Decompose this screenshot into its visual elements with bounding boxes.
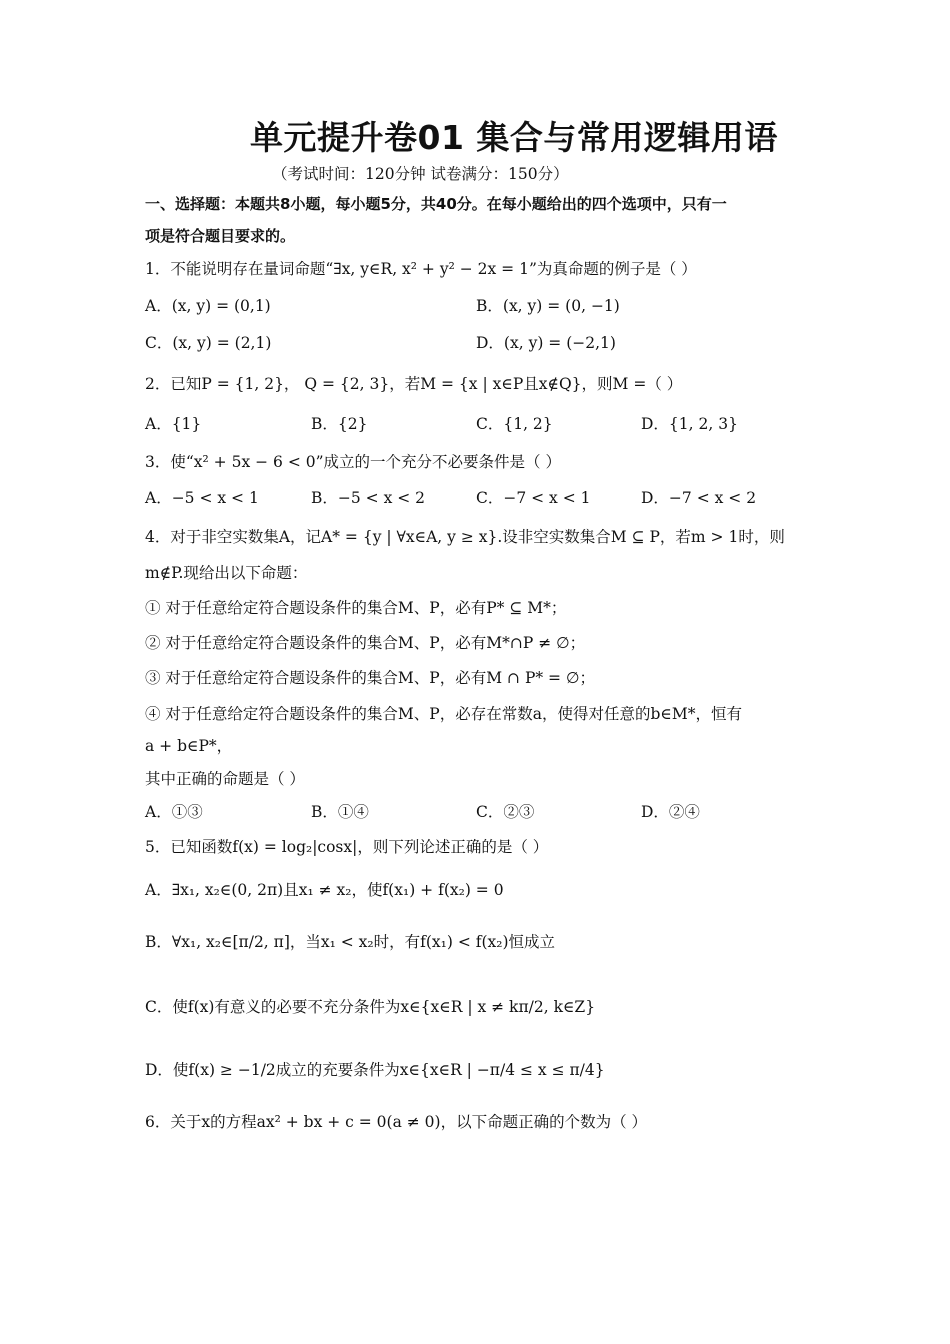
question-3-option-b: B．−5 < x < 2 (311, 489, 426, 507)
question-4-option-a: A．①③ (145, 803, 203, 821)
question-4-option-b: B．①④ (311, 803, 369, 821)
question-2-stem: 2．已知P = {1, 2}， Q = {2, 3}，若M = {x | x∈P且x∉Q}，则M =（ ） (145, 375, 683, 393)
question-2-option-c: C．{1, 2} (476, 415, 553, 433)
question-5-option-a: A．∃x₁, x₂∈(0, 2π)且x₁ ≠ x₂，使f(x₁) + f(x₂) = 0 (145, 881, 504, 899)
section-heading-line2: 项是符合题目要求的。 (145, 227, 296, 245)
question-5-option-c: C．使f(x)有意义的必要不充分条件为x∈{x∈R | x ≠ kπ/2, k∈Z} (145, 998, 596, 1016)
question-3-option-d: D．−7 < x < 2 (641, 489, 757, 507)
question-4-statement-4a: ④ 对于任意给定符合题设条件的集合M、P，必存在常数a，使得对任意的b∈M*，恒有 (145, 705, 742, 723)
question-3-option-c: C．−7 < x < 1 (476, 489, 591, 507)
question-2-option-b: B．{2} (311, 415, 368, 433)
question-6-stem: 6．关于x的方程ax² + bx + c = 0(a ≠ 0)，以下命题正确的个数为（ ） (145, 1113, 647, 1131)
question-1-option-b: B．(x, y) = (0, −1) (476, 297, 620, 315)
question-4-statement-3: ③ 对于任意给定符合题设条件的集合M、P，必有M ∩ P* = ∅； (145, 669, 595, 687)
question-1-option-d: D．(x, y) = (−2,1) (476, 334, 616, 352)
question-2-option-a: A．{1} (145, 415, 202, 433)
question-4-stem-line2: m∉P.现给出以下命题： (145, 564, 308, 582)
question-5-stem: 5．已知函数f(x) = log₂|cosx|，则下列论述正确的是（ ） (145, 838, 549, 856)
question-1-option-a: A．(x, y) = (0,1) (145, 297, 271, 315)
question-4-stem-line1: 4．对于非空实数集A，记A* = {y | ∀x∈A, y ≥ x}.设非空实数集合M ⊆ P，若m > 1时，则 (145, 528, 785, 546)
question-4-option-d: D．②④ (641, 803, 700, 821)
exam-info: （考试时间：120分钟 试卷满分：150分） (272, 165, 569, 183)
question-2-option-d: D．{1, 2, 3} (641, 415, 738, 433)
question-3-option-a: A．−5 < x < 1 (145, 489, 259, 507)
question-5-option-d: D．使f(x) ≥ −1/2成立的充要条件为x∈{x∈R | −π/4 ≤ x ≤ π/4} (145, 1061, 605, 1079)
question-4-statement-1: ① 对于任意给定符合题设条件的集合M、P，必有P* ⊆ M*； (145, 599, 567, 617)
question-4-option-c: C．②③ (476, 803, 535, 821)
question-4-statement-2: ② 对于任意给定符合题设条件的集合M、P，必有M*∩P ≠ ∅； (145, 634, 586, 652)
question-1-stem: 1．不能说明存在量词命题“∃x, y∈R, x² + y² − 2x = 1”为真命题的例子是（ ） (145, 260, 697, 278)
question-4-prompt: 其中正确的命题是（ ） (145, 770, 305, 788)
question-5-option-b: B．∀x₁, x₂∈[π/2, π]，当x₁ < x₂时，有f(x₁) < f(x₂)恒成立 (145, 933, 556, 951)
question-1-option-c: C．(x, y) = (2,1) (145, 334, 272, 352)
question-4-statement-4b: a + b∈P*， (145, 737, 233, 755)
question-3-stem: 3．使“x² + 5x − 6 < 0”成立的一个充分不必要条件是（ ） (145, 453, 561, 471)
page-title: 单元提升卷01 集合与常用逻辑用语 (250, 118, 778, 157)
section-heading-line1: 一、选择题：本题共8小题，每小题5分，共40分。在每小题给出的四个选项中，只有一 (145, 195, 727, 213)
